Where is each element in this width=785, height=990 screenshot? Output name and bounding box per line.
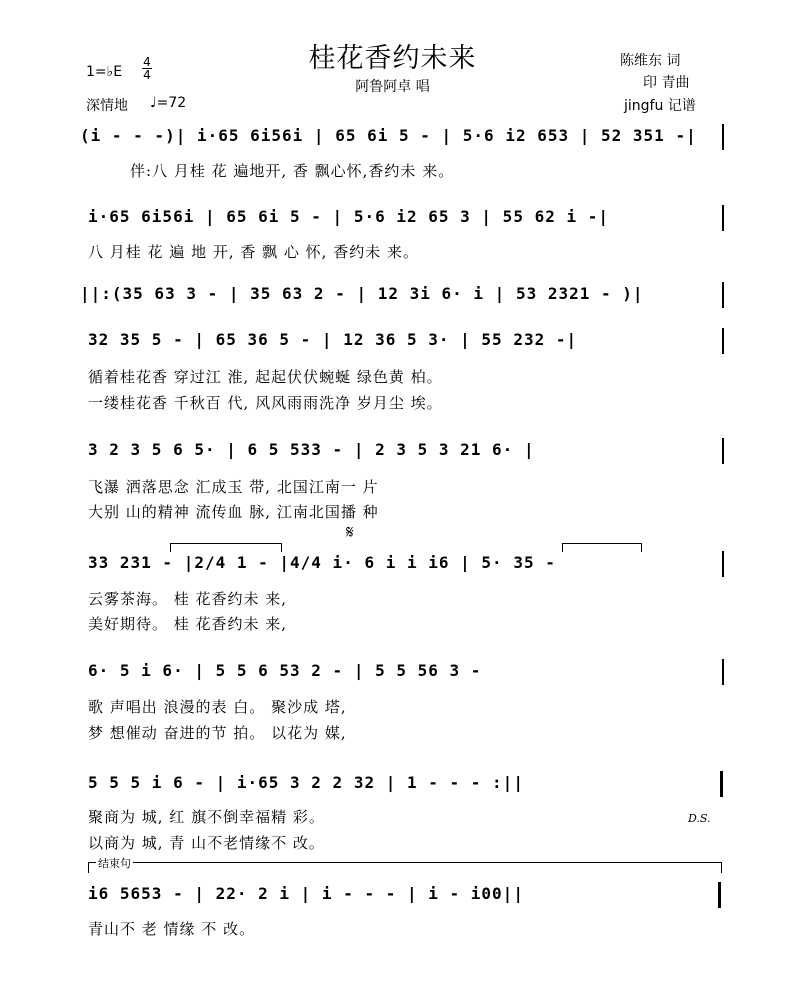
tempo-mark (150, 95, 186, 111)
lyrics-row-8b: 以商为 城, 青 山不老情缘不 改。 (88, 834, 325, 852)
quarter-note-icon: ♩ (150, 95, 157, 111)
lyrics-row-4a: 循着桂花香 穿过江 淮, 起起伏伏蜿蜒 绿色黄 柏。 (88, 368, 443, 386)
notes-row-9: i6 5653 - | 22· 2 i | i - - - | i - i00|| (88, 884, 524, 903)
key-label: 1=♭E (86, 64, 123, 80)
barline (722, 282, 724, 308)
end-barline (718, 882, 721, 908)
tie-bracket-2 (562, 543, 642, 552)
barline (722, 205, 724, 231)
notes-row-5: 3 2 3 5 6 5· | 6 5 533 - | 2 3 5 3 21 6· | (88, 440, 535, 459)
barline (722, 551, 724, 577)
lyrics-row-7a: 歌 声唱出 浪漫的表 白。 聚沙成 塔, (88, 698, 347, 716)
notes-row-4: 32 35 5 - | 65 36 5 - | 12 36 5 3· | 55 232 -| (88, 330, 578, 349)
barline (722, 124, 724, 150)
transcriber: jingfu 记谱 (624, 98, 696, 114)
barline (722, 328, 724, 354)
barline (722, 659, 724, 685)
tempo-word: 深情地 (86, 98, 128, 114)
ds-mark: D.S. (688, 812, 711, 825)
ending-label: 结束句 (98, 857, 131, 870)
notes-row-7: 6· 5 i 6· | 5 5 6 53 2 - | 5 5 56 3 - (88, 661, 482, 680)
singer: 阿鲁阿卓 唱 (355, 79, 430, 95)
tempo-value: =72 (156, 95, 187, 111)
composer: 印 青曲 (643, 75, 690, 91)
barline (722, 438, 724, 464)
lyrics-row-6b: 美好期待。 桂 花香约未 来, (88, 615, 288, 633)
lyrics-row-5b: 大别 山的精神 流传血 脉, 江南北国播 种 (88, 503, 379, 521)
time-numerator: 4 (143, 55, 151, 69)
lyrics-row-1: 伴:八 月桂 花 遍地开, 香 飘心怀,香约未 来。 (130, 162, 455, 180)
final-barline (720, 771, 723, 797)
notes-row-8: 5 5 5 i 6 - | i·65 3 2 2 32 | 1 - - - :|| (88, 773, 524, 792)
lyrics-row-8a: 聚商为 城, 红 旗不倒幸福精 彩。 (88, 808, 325, 826)
ending-bracket (88, 862, 722, 873)
lyrics-row-2: 八 月桂 花 遍 地 开, 香 飘 心 怀, 香约未 来。 (88, 243, 419, 261)
time-denominator: 4 (143, 68, 151, 82)
lyrics-row-7b: 梦 想催动 奋进的节 拍。 以花为 媒, (88, 724, 347, 742)
segno-icon: 𝄋 (346, 522, 354, 543)
song-title: 桂花香约未来 (308, 43, 477, 74)
lyrics-row-4b: 一缕桂花香 千秋百 代, 风风雨雨洗净 岁月尘 埃。 (88, 394, 443, 412)
lyricist: 陈维东 词 (620, 53, 681, 69)
notes-row-2: i·65 6i56i | 65 6i 5 - | 5·6 i2 65 3 | 55 62 i -| (88, 207, 610, 226)
notes-row-6: 33 231 - |2/4 1 - |4/4 i· 6 i i i6 | 5· 35 - (88, 553, 556, 572)
lyrics-row-5a: 飞瀑 洒落思念 汇成玉 带, 北国江南一 片 (88, 478, 379, 496)
key-signature (86, 64, 122, 80)
notes-row-3: ||:(35 63 3 - | 35 63 2 - | 12 3i 6· i | 53 2321 - )| (80, 284, 644, 303)
lyrics-row-9: 青山不 老 情缘 不 改。 (88, 920, 256, 938)
tie-bracket (170, 543, 282, 552)
time-signature (142, 56, 152, 81)
lyrics-row-6a: 云雾茶海。 桂 花香约未 来, (88, 590, 288, 608)
notes-row-1: (i - - -)| i·65 6i56i | 65 6i 5 - | 5·6 i2 653 | 52 351 -| (80, 126, 697, 145)
